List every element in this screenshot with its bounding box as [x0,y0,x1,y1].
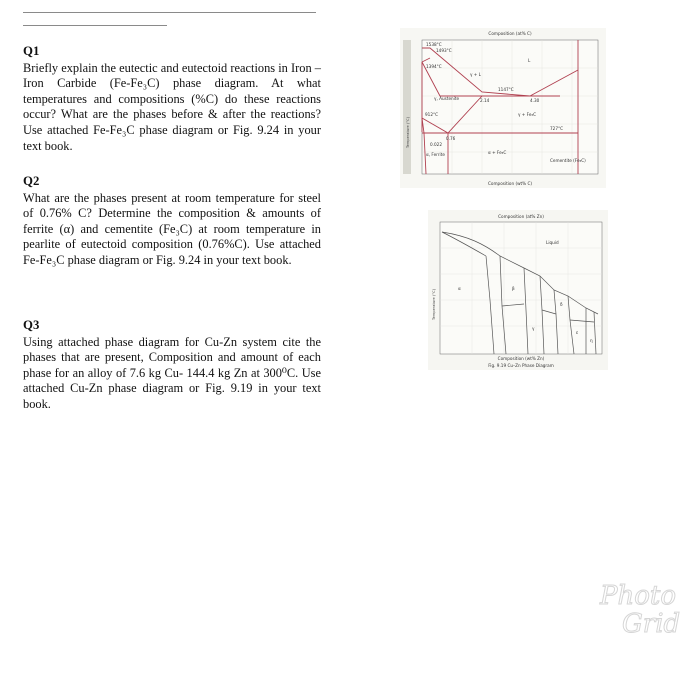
fe-label-1538: 1538°C [426,42,442,47]
fe-label-076: 0.76 [446,136,456,141]
cuzn-label-beta: β [512,286,515,291]
fe-label-cementite: Cementite (Fe₃C) [550,158,586,163]
watermark-line-2: Grid [622,609,681,639]
watermark-line-1: Photo [600,581,676,611]
fe-label-austenite: γ, Austenite [434,96,460,101]
cuzn-top-axis-label: Composition (at% Zn) [498,214,544,219]
question-3-body: Using attached phase diagram for Cu-Zn system cite the phases that are present, Composition and amount of each phase for an alloy of 7.6 kg Cu- 144.4 kg Zn at 300⁰C. Use attached Cu-Zn phase diagram or Fig. 9.19 in your text book. [23,334,321,411]
fe-label-gamma-fe3c: γ + Fe₃C [518,112,537,117]
question-1 [23,44,321,154]
fe-label-1394: 1394°C [426,64,442,69]
question-1-title: Q1 [23,44,40,58]
fe-label-912: 912°C [425,112,439,117]
cuzn-y-axis-label: Temperature (°C) [432,288,436,320]
photogrid-watermark-logo [594,576,686,640]
cuzn-label-gamma: γ [532,326,535,331]
fe-y-axis-strip [403,40,411,174]
fe-bottom-axis-label: Composition (wt% C) [487,181,533,186]
fe-label-214: 2.14 [480,98,490,103]
fe-fe3c-phase-diagram [400,28,606,188]
cu-zn-phase-diagram [428,210,608,370]
cuzn-caption: Fig. 9.19 Cu–Zn Phase Diagram [488,363,554,368]
question-2 [23,174,321,269]
cu-zn-svg [428,210,608,370]
fe-label-ferrite: α, Ferrite [426,152,445,157]
cuzn-label-alpha: α [458,286,461,291]
question-2-body: What are the phases present at room temperature for steel of 0.76% C? Determine the composition & amounts of ferrite (α) and cementite (Fe₃C) at room temperature in pearlite of eutectoid composition (0.76%C). Use attached Fe-Fe₃C phase diagram or Fig. 9.24 in your text book. [23,190,321,267]
question-1-body: Briefly explain the eutectic and eutectoid reactions in Iron – Iron Carbide (Fe-Fe₃C) phase diagram. At what temperatures and compositions (%C) do these reactions occur? What are the phases before & after the reactions? Use attached Fe-Fe₃C phase diagram or Fig. 9.24 in your text book. [23,60,321,153]
question-3 [23,318,321,413]
fe-fe3c-svg [400,28,606,188]
cuzn-label-epsilon: ε [576,330,579,335]
fe-y-axis-label: Temperature (°C) [406,116,410,148]
fe-label-727: 727°C [550,126,564,131]
cuzn-label-liquid: Liquid [546,240,559,245]
question-2-title: Q2 [23,174,40,188]
top-rule-short [23,25,167,26]
question-3-title: Q3 [23,318,40,332]
fe-top-axis-label: Composition (at% C) [488,31,532,36]
fe-label-gamma-liquid: γ + L [470,72,481,77]
cuzn-label-eta: η [590,338,593,343]
fe-label-liquid: L [528,58,531,63]
fe-label-430: 4.30 [530,98,540,103]
top-rule-long [23,12,316,13]
fe-label-alpha-fe3c: α + Fe₃C [488,150,507,155]
fe-label-1493: 1493°C [436,48,452,53]
fe-label-1147: 1147°C [498,87,514,92]
cuzn-bottom-axis-label: Composition (wt% Zn) [497,356,545,361]
fe-label-0022: 0.022 [430,142,442,147]
cuzn-label-delta: δ [560,302,563,307]
